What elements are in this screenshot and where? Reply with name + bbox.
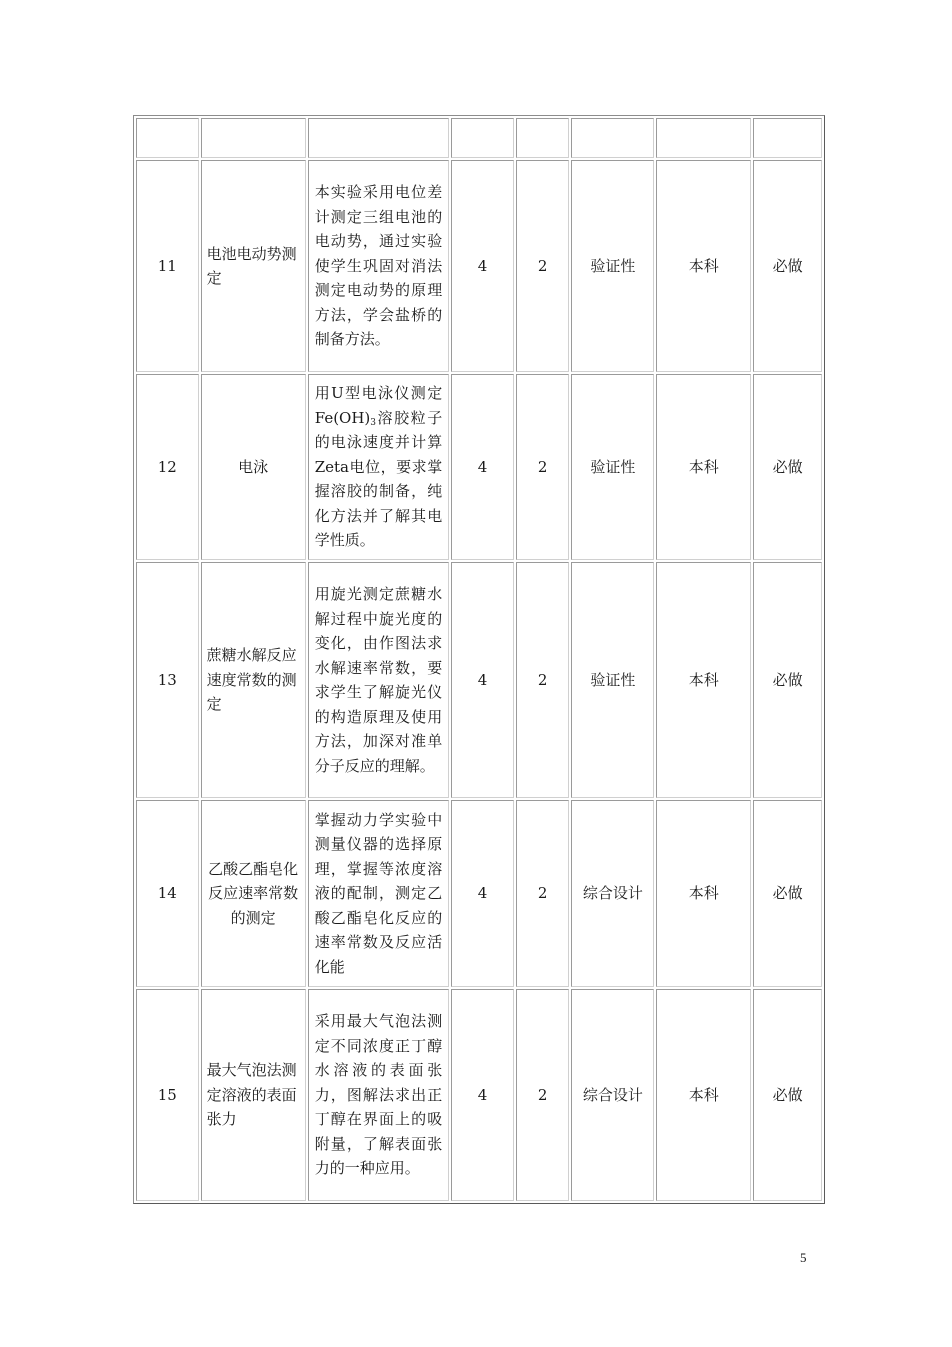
hours-value: 4 [451,800,514,987]
table-cell [516,118,570,158]
student-level: 本科 [656,160,751,372]
requirement: 必做 [753,989,822,1201]
row-number: 12 [136,374,199,560]
table-row [136,562,822,798]
table-cell [753,118,822,158]
student-level: 本科 [656,374,751,560]
credit-value: 2 [516,160,570,372]
experiment-type: 综合设计 [571,800,654,987]
experiment-name: 电池电动势测定 [201,160,306,372]
table-row [136,800,822,987]
experiment-table [133,115,825,1204]
table-row [136,160,822,372]
table-cell [656,118,751,158]
experiment-description [308,374,449,560]
experiment-name: 最大气泡法测定溶液的表面张力 [201,989,306,1201]
credit-value: 2 [516,800,570,987]
requirement: 必做 [753,160,822,372]
experiment-name: 蔗糖水解反应速度常数的测定 [201,562,306,798]
description-part: 用U型电泳仪测定Fe(OH) [314,384,443,427]
experiment-name: 电泳 [201,374,306,560]
experiment-type: 综合设计 [571,989,654,1201]
experiment-name: 乙酸乙酯皂化反应速率常数的测定 [201,800,306,987]
table-cell [451,118,514,158]
requirement: 必做 [753,374,822,560]
experiment-type: 验证性 [571,562,654,798]
table-cell [308,118,449,158]
table-row-empty [136,118,822,158]
experiment-description: 掌握动力学实验中测量仪器的选择原理，掌握等浓度溶液的配制，测定乙酸乙酯皂化反应的速率常数及反应活化能 [308,800,449,987]
row-number: 11 [136,160,199,372]
table-row [136,989,822,1201]
credit-value: 2 [516,562,570,798]
table-cell [571,118,654,158]
hours-value: 4 [451,160,514,372]
requirement: 必做 [753,800,822,987]
experiment-type: 验证性 [571,160,654,372]
table-row [136,374,822,560]
experiment-description: 本实验采用电位差计测定三组电池的电动势，通过实验使学生巩固对消法测定电动势的原理方法，学会盐桥的制备方法。 [308,160,449,372]
experiment-description: 用旋光测定蔗糖水解过程中旋光度的变化，由作图法求水解速率常数，要求学生了解旋光仪的构造原理及使用方法，加深对准单分子反应的理解。 [308,562,449,798]
subscript: 3 [370,417,377,428]
hours-value: 4 [451,562,514,798]
credit-value: 2 [516,374,570,560]
student-level: 本科 [656,562,751,798]
row-number: 13 [136,562,199,798]
row-number: 14 [136,800,199,987]
page-number: 5 [800,1250,807,1265]
hours-value: 4 [451,374,514,560]
hours-value: 4 [451,989,514,1201]
student-level: 本科 [656,800,751,987]
student-level: 本科 [656,989,751,1201]
description-part: 溶胶粒子的电泳速度并计算Zeta电位，要求掌握溶胶的制备，纯化方法并了解其电学性质。 [314,408,443,550]
experiment-description: 采用最大气泡法测定不同浓度正丁醇水溶液的表面张力，图解法求出正丁醇在界面上的吸附量，了解表面张力的一种应用。 [308,989,449,1201]
table-cell [136,118,199,158]
requirement: 必做 [753,562,822,798]
row-number: 15 [136,989,199,1201]
credit-value: 2 [516,989,570,1201]
experiment-type: 验证性 [571,374,654,560]
table-cell [201,118,306,158]
